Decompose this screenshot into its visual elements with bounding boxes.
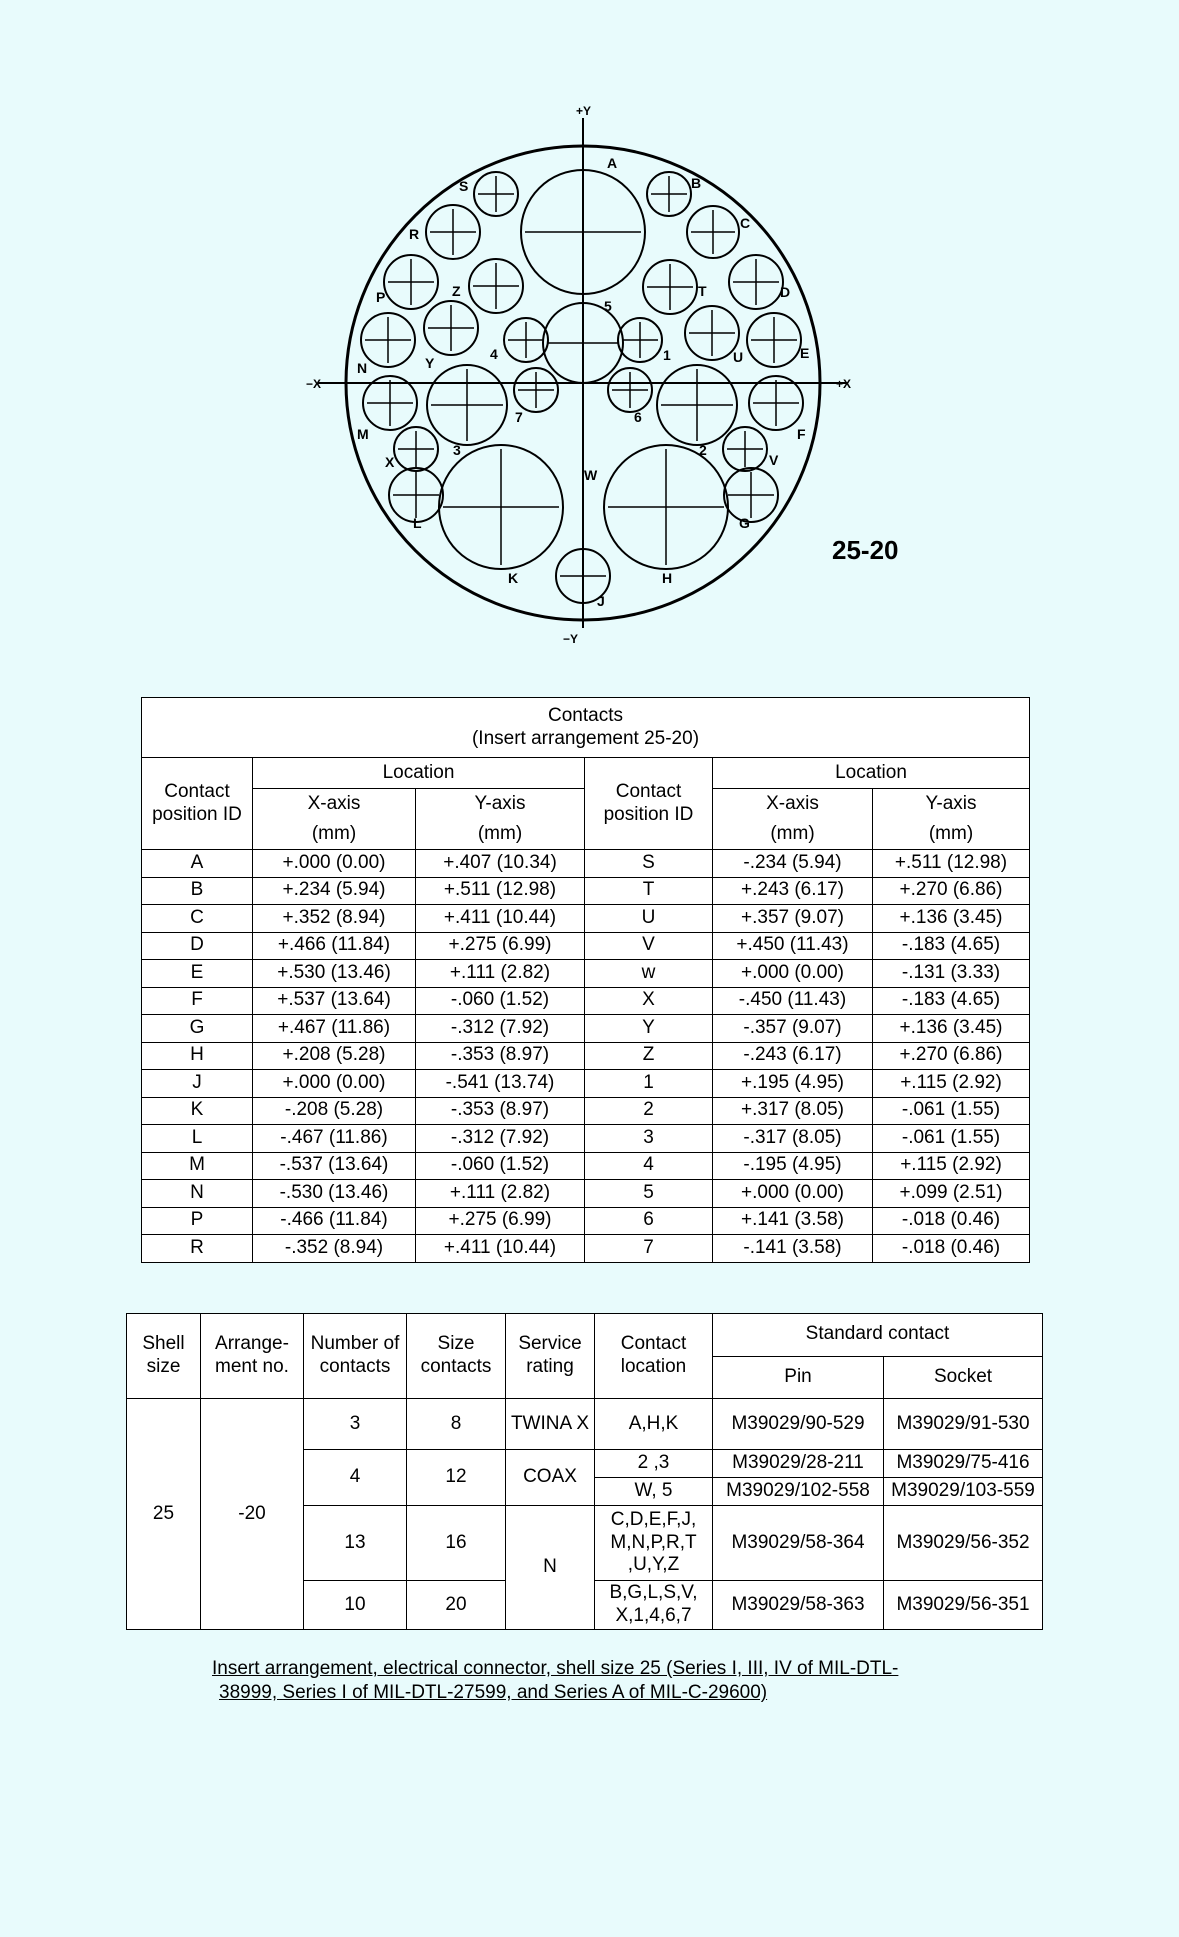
socket-part: M39029/91-530 xyxy=(884,1399,1043,1450)
x-axis-cell: +.467 (11.86) xyxy=(253,1015,416,1043)
contact-id-cell: S xyxy=(585,850,713,878)
contact-id-cell: F xyxy=(142,987,253,1015)
number-of-contacts: 10 xyxy=(304,1581,407,1630)
x-axis-cell: +.357 (9.07) xyxy=(713,905,873,933)
contact-x-label: X xyxy=(385,454,395,470)
contact-p-label: P xyxy=(376,289,386,305)
table-row xyxy=(142,1125,1030,1153)
contact-z-label: Z xyxy=(452,283,461,299)
x-axis-cell: +.000 (0.00) xyxy=(253,850,416,878)
header-standard-contact: Standard contact xyxy=(713,1314,1043,1357)
contacts-table-title: Contacts (Insert arrangement 25-20) xyxy=(142,698,1030,758)
arrangement-label: 25-20 xyxy=(832,535,899,565)
table-row xyxy=(142,987,1030,1015)
contact-id-cell: V xyxy=(585,932,713,960)
y-axis-cell: -.131 (3.33) xyxy=(873,960,1030,988)
contact-3-label: 3 xyxy=(453,442,461,458)
contact-id-cell: U xyxy=(585,905,713,933)
header-service-rating: Service rating xyxy=(506,1314,595,1399)
minus-x-label: −X xyxy=(306,377,322,391)
contact-id-cell: Z xyxy=(585,1042,713,1070)
y-axis-cell: +.407 (10.34) xyxy=(416,850,585,878)
table-row xyxy=(142,1015,1030,1043)
header-contact-location: Contact location xyxy=(595,1314,713,1399)
service-rating: TWINA X xyxy=(506,1399,595,1450)
x-axis-cell: +.537 (13.64) xyxy=(253,987,416,1015)
contact-id-cell: 1 xyxy=(585,1070,713,1098)
x-axis-cell: -.467 (11.86) xyxy=(253,1125,416,1153)
y-axis-cell: -.018 (0.46) xyxy=(873,1207,1030,1235)
contact-c-label: C xyxy=(740,215,751,231)
header-arrangement: Arrange- ment no. xyxy=(201,1314,304,1399)
y-axis-cell: +.270 (6.86) xyxy=(873,877,1030,905)
x-axis-cell: +.317 (8.05) xyxy=(713,1097,873,1125)
contact-m-label: M xyxy=(357,426,369,442)
insert-arrangement-diagram xyxy=(0,0,1179,660)
unit-right-y: (mm) xyxy=(873,819,1030,850)
service-rating: COAX xyxy=(506,1450,595,1506)
x-axis-cell: -.243 (6.17) xyxy=(713,1042,873,1070)
contact-location: C,D,E,F,J, M,N,P,R,T ,U,Y,Z xyxy=(595,1506,713,1581)
figure-caption xyxy=(212,1657,972,1705)
x-axis-cell: -.537 (13.64) xyxy=(253,1152,416,1180)
table-row xyxy=(142,1097,1030,1125)
arrangement-value: -20 xyxy=(201,1399,304,1630)
contact-r-label: R xyxy=(409,226,420,242)
contact-id-cell: R xyxy=(142,1235,253,1263)
contact-id-cell: C xyxy=(142,905,253,933)
y-axis-cell: -.312 (7.92) xyxy=(416,1125,585,1153)
contact-id-cell: B xyxy=(142,877,253,905)
y-axis-cell: +.111 (2.82) xyxy=(416,1180,585,1208)
contact-id-cell: N xyxy=(142,1180,253,1208)
contact-id-cell: 5 xyxy=(585,1180,713,1208)
y-axis-cell: +.099 (2.51) xyxy=(873,1180,1030,1208)
contact-u-label: U xyxy=(733,349,744,365)
table-row xyxy=(142,905,1030,933)
contact-id-cell: G xyxy=(142,1015,253,1043)
contact-h-label: H xyxy=(662,570,673,586)
contact-v-label: V xyxy=(769,452,779,468)
header-contact-id-right: Contact position ID xyxy=(585,758,713,850)
x-axis-cell: +.141 (3.58) xyxy=(713,1207,873,1235)
contact-id-cell: M xyxy=(142,1152,253,1180)
y-axis-cell: +.275 (6.99) xyxy=(416,1207,585,1235)
x-axis-cell: -.234 (5.94) xyxy=(713,850,873,878)
x-axis-cell: +.195 (4.95) xyxy=(713,1070,873,1098)
contact-t-label: T xyxy=(698,283,707,299)
contact-id-cell: 2 xyxy=(585,1097,713,1125)
contact-w-label: W xyxy=(584,467,598,483)
contact-location: B,G,L,S,V, X,1,4,6,7 xyxy=(595,1581,713,1630)
contact-location: 2 ,3 xyxy=(595,1450,713,1478)
size-contacts: 16 xyxy=(407,1506,506,1581)
x-axis-cell: +.000 (0.00) xyxy=(253,1070,416,1098)
number-of-contacts: 3 xyxy=(304,1399,407,1450)
contact-4-label: 4 xyxy=(490,346,498,362)
x-axis-cell: -.317 (8.05) xyxy=(713,1125,873,1153)
x-axis-cell: -.208 (5.28) xyxy=(253,1097,416,1125)
header-size-contacts: Size contacts xyxy=(407,1314,506,1399)
x-axis-cell: +.000 (0.00) xyxy=(713,1180,873,1208)
contact-id-cell: 4 xyxy=(585,1152,713,1180)
header-shell-size: Shell size xyxy=(127,1314,201,1399)
y-axis-cell: +.411 (10.44) xyxy=(416,1235,585,1263)
number-of-contacts: 13 xyxy=(304,1506,407,1581)
contact-d-label: D xyxy=(780,284,791,300)
contact-s-label: S xyxy=(459,178,469,194)
pin-part: M39029/58-363 xyxy=(713,1581,884,1630)
x-axis-cell: -.530 (13.46) xyxy=(253,1180,416,1208)
contact-id-cell: D xyxy=(142,932,253,960)
x-axis-cell: +.243 (6.17) xyxy=(713,877,873,905)
pin-part: M39029/90-529 xyxy=(713,1399,884,1450)
header-x-axis-left: X-axis xyxy=(253,789,416,820)
y-axis-cell: +.115 (2.92) xyxy=(873,1152,1030,1180)
table-row xyxy=(142,1207,1030,1235)
contact-1-label: 1 xyxy=(663,347,671,363)
contact-id-cell: K xyxy=(142,1097,253,1125)
table-row xyxy=(142,1235,1030,1263)
y-axis-cell: -.060 (1.52) xyxy=(416,987,585,1015)
contact-id-cell: P xyxy=(142,1207,253,1235)
x-axis-cell: +.466 (11.84) xyxy=(253,932,416,960)
y-axis-cell: -.061 (1.55) xyxy=(873,1097,1030,1125)
socket-part: M39029/103-559 xyxy=(884,1478,1043,1506)
contact-id-cell: 3 xyxy=(585,1125,713,1153)
contact-7-label: 7 xyxy=(515,409,523,425)
y-axis-cell: +.115 (2.92) xyxy=(873,1070,1030,1098)
table-row xyxy=(142,1042,1030,1070)
contact-id-cell: Y xyxy=(585,1015,713,1043)
x-axis-cell: -.352 (8.94) xyxy=(253,1235,416,1263)
x-axis-cell: -.466 (11.84) xyxy=(253,1207,416,1235)
contact-location: W, 5 xyxy=(595,1478,713,1506)
contact-n-label: N xyxy=(357,360,368,376)
contact-a-label: A xyxy=(607,155,618,171)
y-axis-cell: -.183 (4.65) xyxy=(873,987,1030,1015)
x-axis-cell: -.195 (4.95) xyxy=(713,1152,873,1180)
y-axis-cell: -.061 (1.55) xyxy=(873,1125,1030,1153)
y-axis-cell: -.018 (0.46) xyxy=(873,1235,1030,1263)
y-axis-cell: +.136 (3.45) xyxy=(873,1015,1030,1043)
contact-id-cell: T xyxy=(585,877,713,905)
x-axis-cell: -.357 (9.07) xyxy=(713,1015,873,1043)
table-row xyxy=(142,1180,1030,1208)
size-contacts: 8 xyxy=(407,1399,506,1450)
shell-contact-table xyxy=(126,1313,1043,1630)
size-contacts: 20 xyxy=(407,1581,506,1630)
header-y-axis-right: Y-axis xyxy=(873,789,1030,820)
plus-x-label: +X xyxy=(836,377,852,391)
header-number-of-contacts: Number of contacts xyxy=(304,1314,407,1399)
y-axis-cell: -.541 (13.74) xyxy=(416,1070,585,1098)
x-axis-cell: +.352 (8.94) xyxy=(253,905,416,933)
y-axis-cell: +.136 (3.45) xyxy=(873,905,1030,933)
contact-6-label: 6 xyxy=(634,409,642,425)
socket-part: M39029/75-416 xyxy=(884,1450,1043,1478)
contact-j-label: J xyxy=(597,593,605,609)
service-rating: N xyxy=(506,1506,595,1630)
y-axis-cell: +.511 (12.98) xyxy=(416,877,585,905)
socket-part: M39029/56-351 xyxy=(884,1581,1043,1630)
x-axis-cell: -.450 (11.43) xyxy=(713,987,873,1015)
contact-e-label: E xyxy=(800,345,810,361)
header-pin: Pin xyxy=(713,1356,884,1399)
y-axis-cell: +.275 (6.99) xyxy=(416,932,585,960)
table-row xyxy=(142,1152,1030,1180)
contact-id-cell: J xyxy=(142,1070,253,1098)
header-location-left: Location xyxy=(253,758,585,789)
table-row xyxy=(142,960,1030,988)
header-y-axis-left: Y-axis xyxy=(416,789,585,820)
table-row xyxy=(142,1070,1030,1098)
unit-left-x: (mm) xyxy=(253,819,416,850)
contact-y-label: Y xyxy=(425,355,435,371)
y-axis-cell: -.353 (8.97) xyxy=(416,1042,585,1070)
contact-id-cell: X xyxy=(585,987,713,1015)
contact-id-cell: 6 xyxy=(585,1207,713,1235)
table-row xyxy=(142,850,1030,878)
table-row xyxy=(142,932,1030,960)
y-axis-cell: +.111 (2.82) xyxy=(416,960,585,988)
contact-k-label: K xyxy=(508,570,519,586)
contact-location: A,H,K xyxy=(595,1399,713,1450)
header-socket: Socket xyxy=(884,1356,1043,1399)
y-axis-cell: -.353 (8.97) xyxy=(416,1097,585,1125)
plus-y-label: +Y xyxy=(576,104,592,118)
x-axis-cell: +.530 (13.46) xyxy=(253,960,416,988)
y-axis-cell: +.270 (6.86) xyxy=(873,1042,1030,1070)
axis-labels xyxy=(306,104,851,646)
contact-f-label: F xyxy=(797,426,806,442)
table-row xyxy=(142,877,1030,905)
contact-id-cell: E xyxy=(142,960,253,988)
pin-part: M39029/28-211 xyxy=(713,1450,884,1478)
y-axis-cell: +.511 (12.98) xyxy=(873,850,1030,878)
contact-l-label: L xyxy=(413,515,422,531)
contact-id-cell: H xyxy=(142,1042,253,1070)
contact-id-cell: 7 xyxy=(585,1235,713,1263)
number-of-contacts: 4 xyxy=(304,1450,407,1506)
minus-y-label: −Y xyxy=(563,632,579,646)
x-axis-cell: +.234 (5.94) xyxy=(253,877,416,905)
pin-part: M39029/102-558 xyxy=(713,1478,884,1506)
y-axis-cell: -.183 (4.65) xyxy=(873,932,1030,960)
x-axis-cell: +.450 (11.43) xyxy=(713,932,873,960)
header-x-axis-right: X-axis xyxy=(713,789,873,820)
pin-part: M39029/58-364 xyxy=(713,1506,884,1581)
contact-5-label: 5 xyxy=(604,298,612,314)
x-axis-cell: +.000 (0.00) xyxy=(713,960,873,988)
contact-2-label: 2 xyxy=(699,442,707,458)
size-contacts: 12 xyxy=(407,1450,506,1506)
contact-b-label: B xyxy=(691,175,702,191)
unit-right-x: (mm) xyxy=(713,819,873,850)
header-location-right: Location xyxy=(713,758,1030,789)
socket-part: M39029/56-352 xyxy=(884,1506,1043,1581)
x-axis-cell: +.208 (5.28) xyxy=(253,1042,416,1070)
contact-id-cell: A xyxy=(142,850,253,878)
x-axis-cell: -.141 (3.58) xyxy=(713,1235,873,1263)
caption-line-1: Insert arrangement, electrical connector, shell size 25 (Series I, III, IV of MIL-DTL- xyxy=(212,1658,899,1679)
header-contact-id-left: Contact position ID xyxy=(142,758,253,850)
contacts-location-table xyxy=(141,697,1030,1263)
y-axis-cell: +.411 (10.44) xyxy=(416,905,585,933)
contact-id-cell: L xyxy=(142,1125,253,1153)
shell-size-value: 25 xyxy=(127,1399,201,1630)
unit-left-y: (mm) xyxy=(416,819,585,850)
contact-id-cell: w xyxy=(585,960,713,988)
y-axis-cell: -.060 (1.52) xyxy=(416,1152,585,1180)
contact-g-label: G xyxy=(739,515,750,531)
y-axis-cell: -.312 (7.92) xyxy=(416,1015,585,1043)
caption-line-2: 38999, Series I of MIL-DTL-27599, and Series A of MIL-C-29600) xyxy=(219,1682,768,1703)
